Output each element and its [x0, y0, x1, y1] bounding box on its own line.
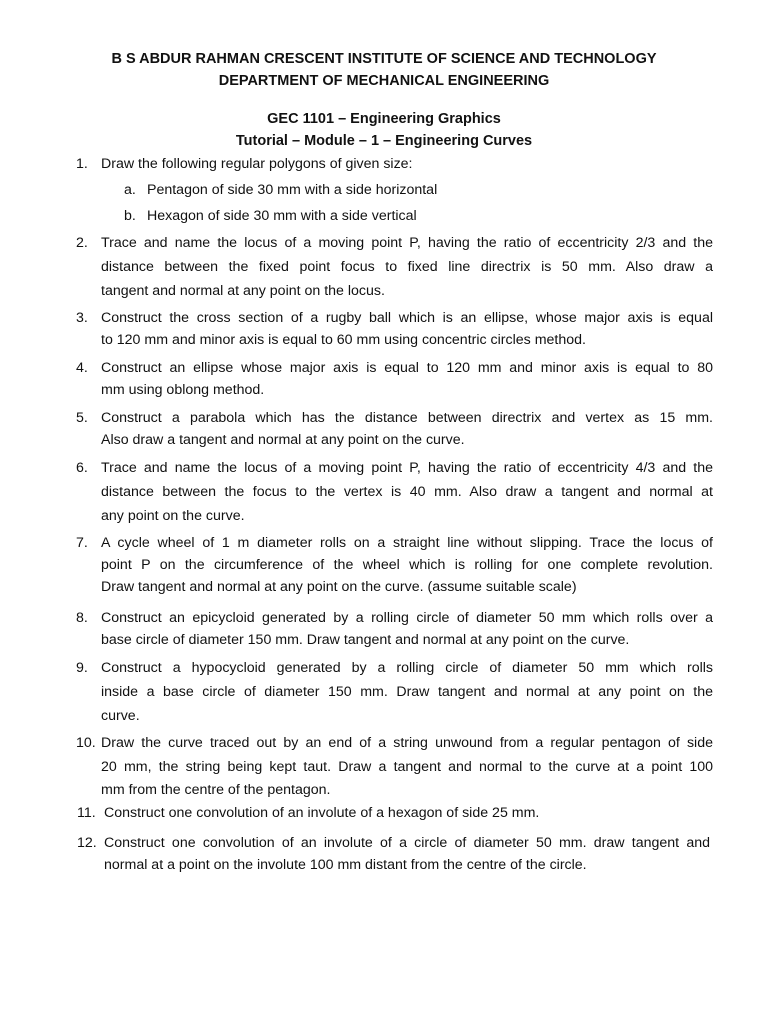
question-text-line: mm using oblong method.	[101, 382, 265, 398]
subitem-text: Pentagon of side 30 mm with a side horizontal	[147, 182, 438, 198]
module-title: Tutorial – Module – 1 – Engineering Curves	[235, 133, 533, 149]
question-text-line: Construct one convolution of an involute of a hexagon of side 25 mm.	[104, 805, 540, 821]
question-number: 7.	[76, 535, 88, 551]
question-text-line: Trace and name the locus of a moving point P, having the ratio of eccentricity 2/3 and the	[101, 235, 713, 251]
question-text-line: inside a base circle of diameter 150 mm. Draw tangent and normal at any point on the	[101, 684, 713, 700]
document-header	[0, 48, 768, 92]
question-text-line: point P on the circumference of the wheel which is rolling for one complete revolution.	[101, 557, 713, 573]
question-text-line: Construct the cross section of a rugby ball which is an ellipse, whose major axis is equal	[101, 310, 713, 326]
question-number: 3.	[76, 310, 88, 326]
subitem-letter: a.	[124, 182, 136, 198]
question-text-line: Draw the following regular polygons of given size:	[101, 156, 413, 172]
subitem-text: Hexagon of side 30 mm with a side vertical	[147, 208, 417, 224]
subitem-letter: b.	[124, 208, 136, 224]
question-text-line: Also draw a tangent and normal at any point on the curve.	[101, 432, 465, 448]
question-text-line: 20 mm, the string being kept taut. Draw a tangent and normal to the curve at a point 100	[101, 759, 713, 775]
question-number: 12.	[77, 835, 97, 851]
question-text-line: Construct one convolution of an involute of a circle of diameter 50 mm. draw tangent and	[104, 835, 710, 851]
question-number: 10.	[76, 735, 96, 751]
question-text-line: to 120 mm and minor axis is equal to 60 mm using concentric circles method.	[101, 332, 586, 348]
question-number: 11.	[77, 805, 96, 821]
question-text-line: distance between the focus to the vertex is 40 mm. Also draw a tangent and normal at	[101, 484, 713, 500]
course-title: GEC 1101 – Engineering Graphics	[267, 111, 501, 127]
question-text-line: any point on the curve.	[101, 508, 245, 524]
question-number: 6.	[76, 460, 88, 476]
question-text-line: Draw the curve traced out by an end of a string unwound from a regular pentagon of side	[101, 735, 713, 751]
question-text-line: Construct an epicycloid generated by a rolling circle of diameter 50 mm which rolls over a	[101, 610, 713, 626]
tutorial-header	[0, 108, 768, 152]
question-text-line: distance between the fixed point focus to fixed line directrix is 50 mm. Also draw a	[101, 259, 713, 275]
question-number: 4.	[76, 360, 88, 376]
question-text-line: A cycle wheel of 1 m diameter rolls on a straight line without slipping. Trace the locus of	[101, 535, 713, 551]
question-text-line: tangent and normal at any point on the locus.	[101, 283, 385, 299]
question-text-line: Trace and name the locus of a moving point P, having the ratio of eccentricity 4/3 and the	[101, 460, 713, 476]
question-text-line: mm from the centre of the pentagon.	[101, 782, 331, 798]
question-text-line: normal at a point on the involute 100 mm distant from the centre of the circle.	[104, 857, 587, 873]
question-text-line: Draw tangent and normal at any point on the curve. (assume suitable scale)	[101, 579, 577, 595]
question-number: 1.	[76, 156, 88, 172]
question-number: 8.	[76, 610, 88, 626]
question-text-line: Construct an ellipse whose major axis is equal to 120 mm and minor axis is equal to 80	[101, 360, 713, 376]
question-number: 5.	[76, 410, 88, 426]
question-text-line: base circle of diameter 150 mm. Draw tangent and normal at any point on the curve.	[101, 632, 630, 648]
question-text-line: curve.	[101, 708, 140, 724]
question-number: 9.	[76, 660, 88, 676]
question-text-line: Construct a parabola which has the distance between directrix and vertex as 15 mm.	[101, 410, 713, 426]
department-name: DEPARTMENT OF MECHANICAL ENGINEERING	[218, 73, 550, 89]
institution-name: B S ABDUR RAHMAN CRESCENT INSTITUTE OF SCIENCE AND TECHNOLOGY	[111, 51, 657, 67]
question-text-line: Construct a hypocycloid generated by a rolling circle of diameter 50 mm which rolls	[101, 660, 713, 676]
question-number: 2.	[76, 235, 88, 251]
